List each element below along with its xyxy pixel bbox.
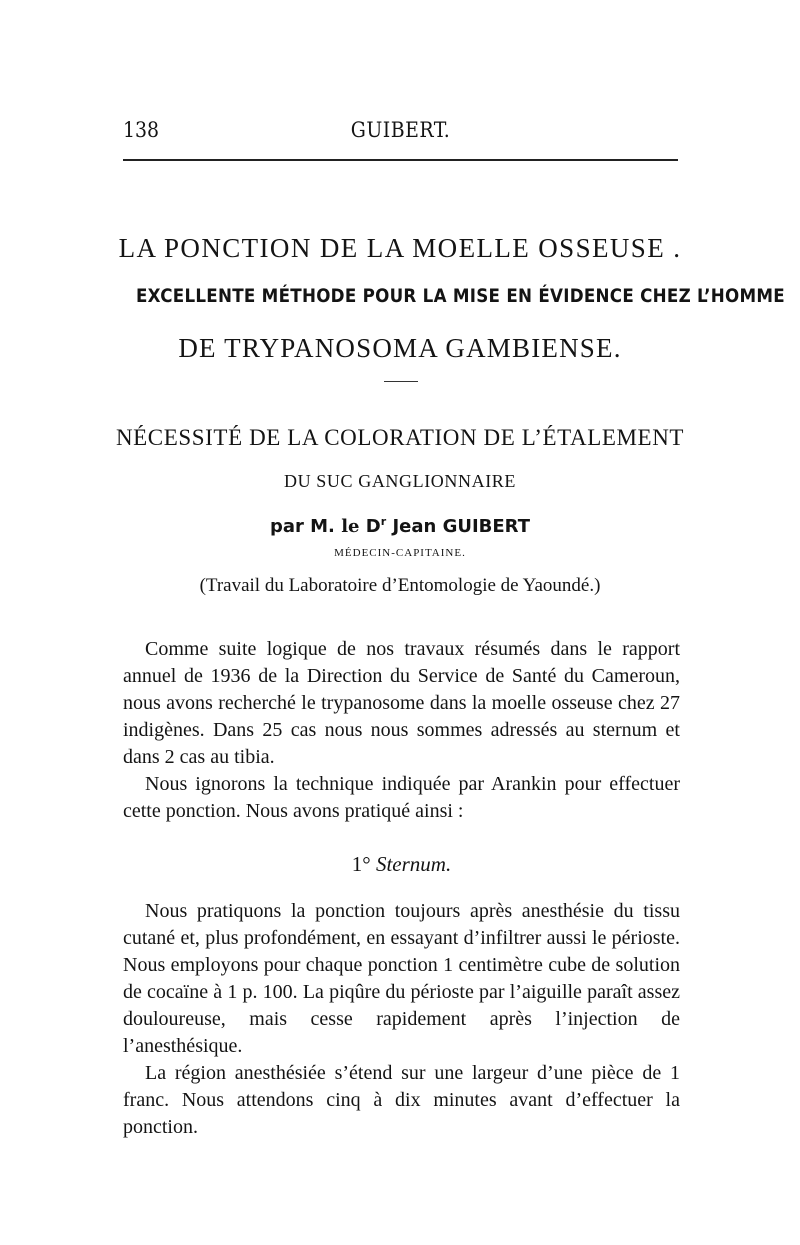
byline-prefix: par M.	[269, 516, 335, 537]
byline	[100, 515, 700, 537]
section-title: Sternum.	[375, 852, 452, 876]
byline-dr: $D^r$	[365, 515, 387, 537]
author-rank: MÉDECIN-CAPITAINE.	[334, 547, 466, 559]
paragraph: La région anesthésiée s’étend sur une largeur d’une pièce de 1 franc. Nous attendons cinq à dix minutes avant d’effectuer la ponction.	[123, 1062, 680, 1138]
section-heading	[123, 852, 680, 877]
author-name: Jean GUIBERT	[392, 516, 531, 537]
header-rule	[123, 159, 678, 161]
paragraph: Comme suite logique de nos travaux résumés dans le rapport annuel de 1936 de la Direction du Service de Santé du Cameroun, nous avons recherché le trypanosome dans la moelle osseuse chez 27 indigènes. Dans 25 cas nous nous sommes adressés au sternum et dans 2 cas au tibia.	[123, 638, 680, 768]
article-title-line-1: LA PONCTION DE LA MOELLE OSSEUSE .	[118, 233, 682, 263]
section-number: 1°	[351, 852, 371, 876]
paragraph: Nous pratiquons la ponction toujours après anesthésie du tissu cutané et, plus profondément, en essayant d’infiltrer aussi le périoste. Nous employons pour chaque ponction 1 centimètre cube de solution de cocaïne à 1 p. 100. La piqûre du périoste par l’aiguille paraît assez douloureuse, mais cesse rapidement après l’injection de l’anesthésique.	[123, 900, 680, 1057]
running-title: GUIBERT.	[350, 118, 451, 142]
intro-text	[123, 636, 680, 825]
running-head	[123, 118, 678, 148]
section-text	[123, 898, 680, 1141]
laboratory-note: (Travail du Laboratoire d’Entomologie de Yaoundé.)	[199, 575, 601, 596]
page-number: 138	[123, 118, 160, 142]
subtitle-line-2: DU SUC GANGLIONNAIRE	[284, 471, 516, 491]
title-divider	[384, 381, 418, 382]
article-title-line-3: DE TRYPANOSOMA GAMBIENSE.	[178, 333, 622, 363]
article-title-line-2: EXCELLENTE MÉTHODE POUR LA MISE EN ÉVIDENCE CHEZ L’HOMME	[136, 285, 785, 307]
byline-le: le	[341, 516, 360, 537]
paragraph: Nous ignorons la technique indiquée par Arankin pour effectuer cette ponction. Nous avons pratiqué ainsi :	[123, 773, 680, 822]
subtitle-line-1: NÉCESSITÉ DE LA COLORATION DE L’ÉTALEMENT	[115, 425, 685, 450]
